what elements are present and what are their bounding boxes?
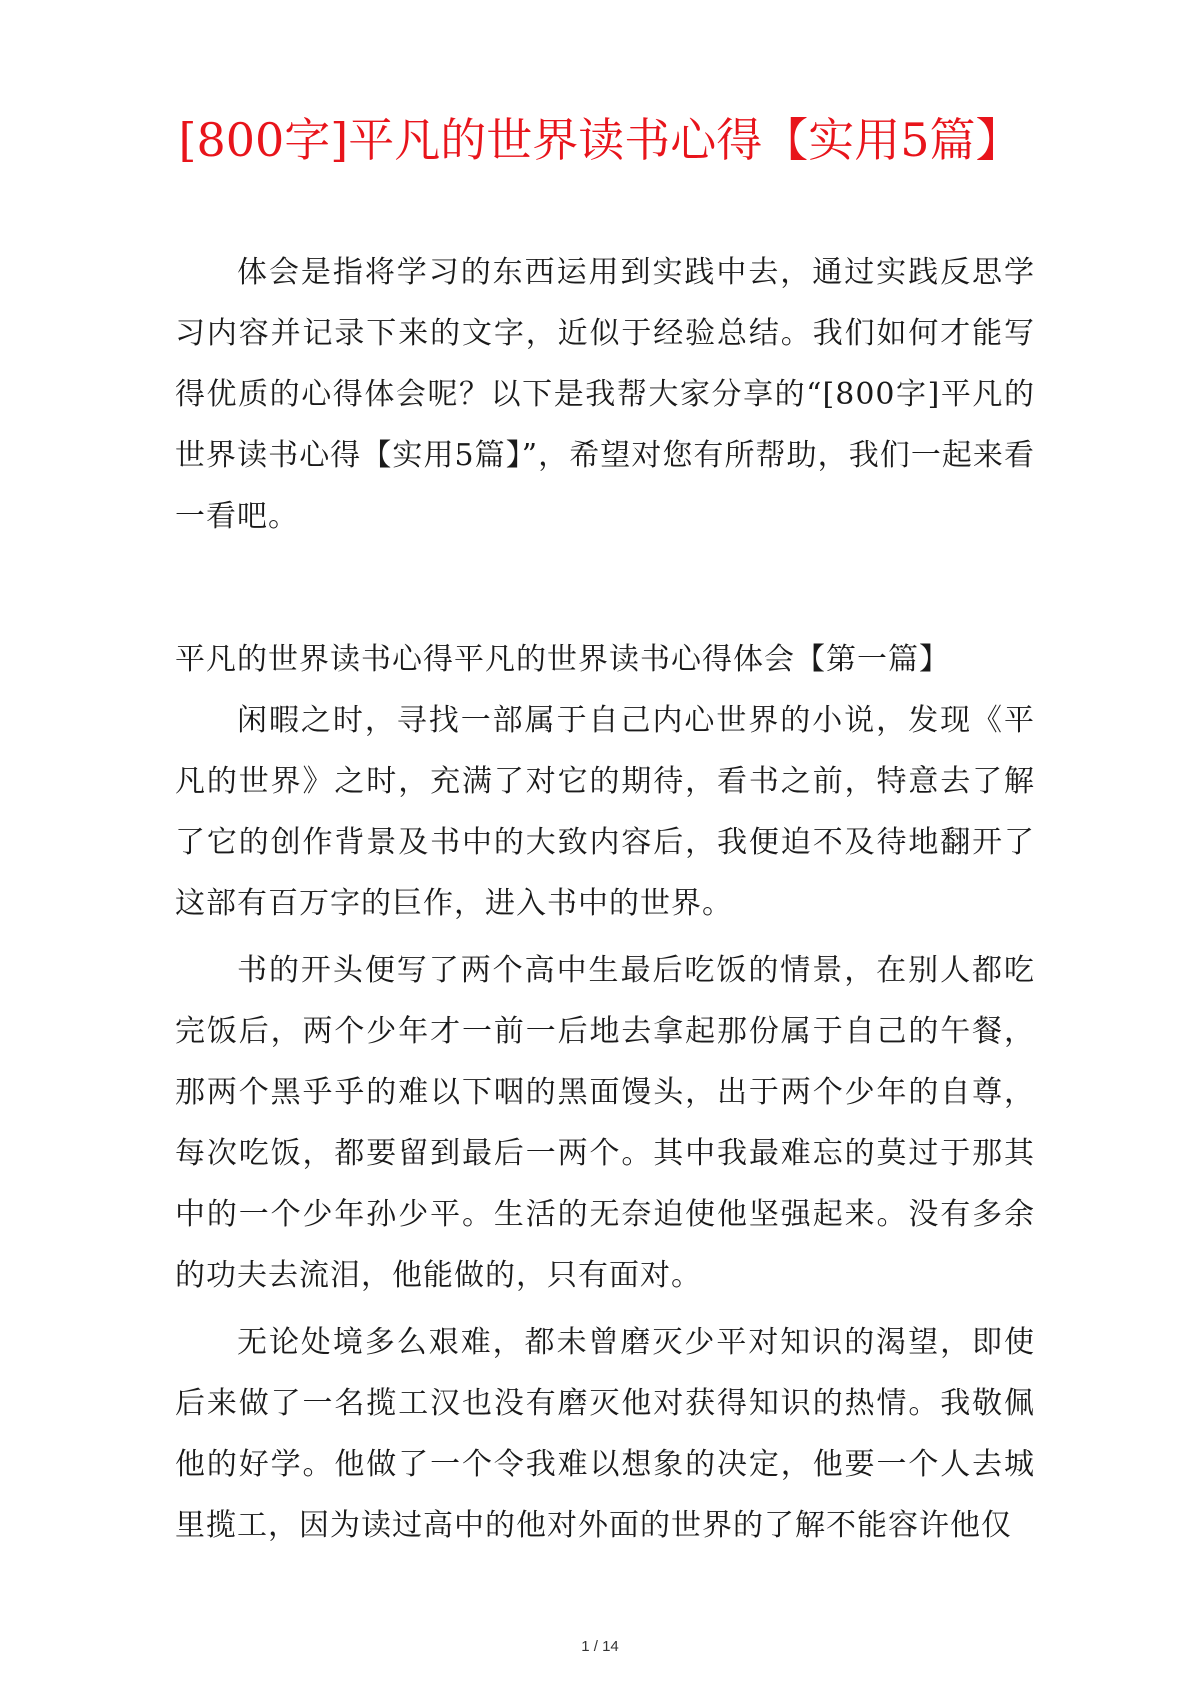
page-indicator: 1 / 14 [581,1638,619,1655]
document-title: [800字]平凡的世界读书心得【实用5篇】 [178,113,1022,167]
intro-paragraph: 体会是指将学习的东西运用到实践中去，通过实践反思学习内容并记录下来的文字，近似于经验总结。我们如何才能写得优质的心得体会呢？以下是我帮大家分享的“[800字]平凡的世界读书心得【实用5篇】”，希望对您有所帮助，我们一起来看一看吧。 [175,255,1035,534]
body-paragraph-1: 闲暇之时，寻找一部属于自己内心世界的小说，发现《平凡的世界》之时，充满了对它的期待，看书之前，特意去了解了它的创作背景及书中的大致内容后，我便迫不及待地翻开了这部有百万字的巨作，进入书中的世界。 [175,703,1035,921]
body-paragraph-3: 无论处境多么艰难，都未曾磨灭少平对知识的渴望，即使后来做了一名揽工汉也没有磨灭他对获得知识的热情。我敬佩他的好学。他做了一个令我难以想象的决定，他要一个人去城里揽工，因为读过高中的他对外面的世界的了解不能容许他仅 [175,1325,1035,1543]
body-paragraph-2: 书的开头便写了两个高中生最后吃饭的情景，在别人都吃完饭后，两个少年才一前一后地去拿起那份属于自己的午餐，那两个黑乎乎的难以下咽的黑面馒头，出于两个少年的自尊，每次吃饭，都要留到最后一两个。其中我最难忘的莫过于那其中的一个少年孙少平。生活的无奈迫使他坚强起来。没有多余的功夫去流泪，他能做的，只有面对。 [175,953,1035,1293]
section-heading: 平凡的世界读书心得平凡的世界读书心得体会【第一篇】 [175,642,950,677]
document-body [175,242,1035,1556]
